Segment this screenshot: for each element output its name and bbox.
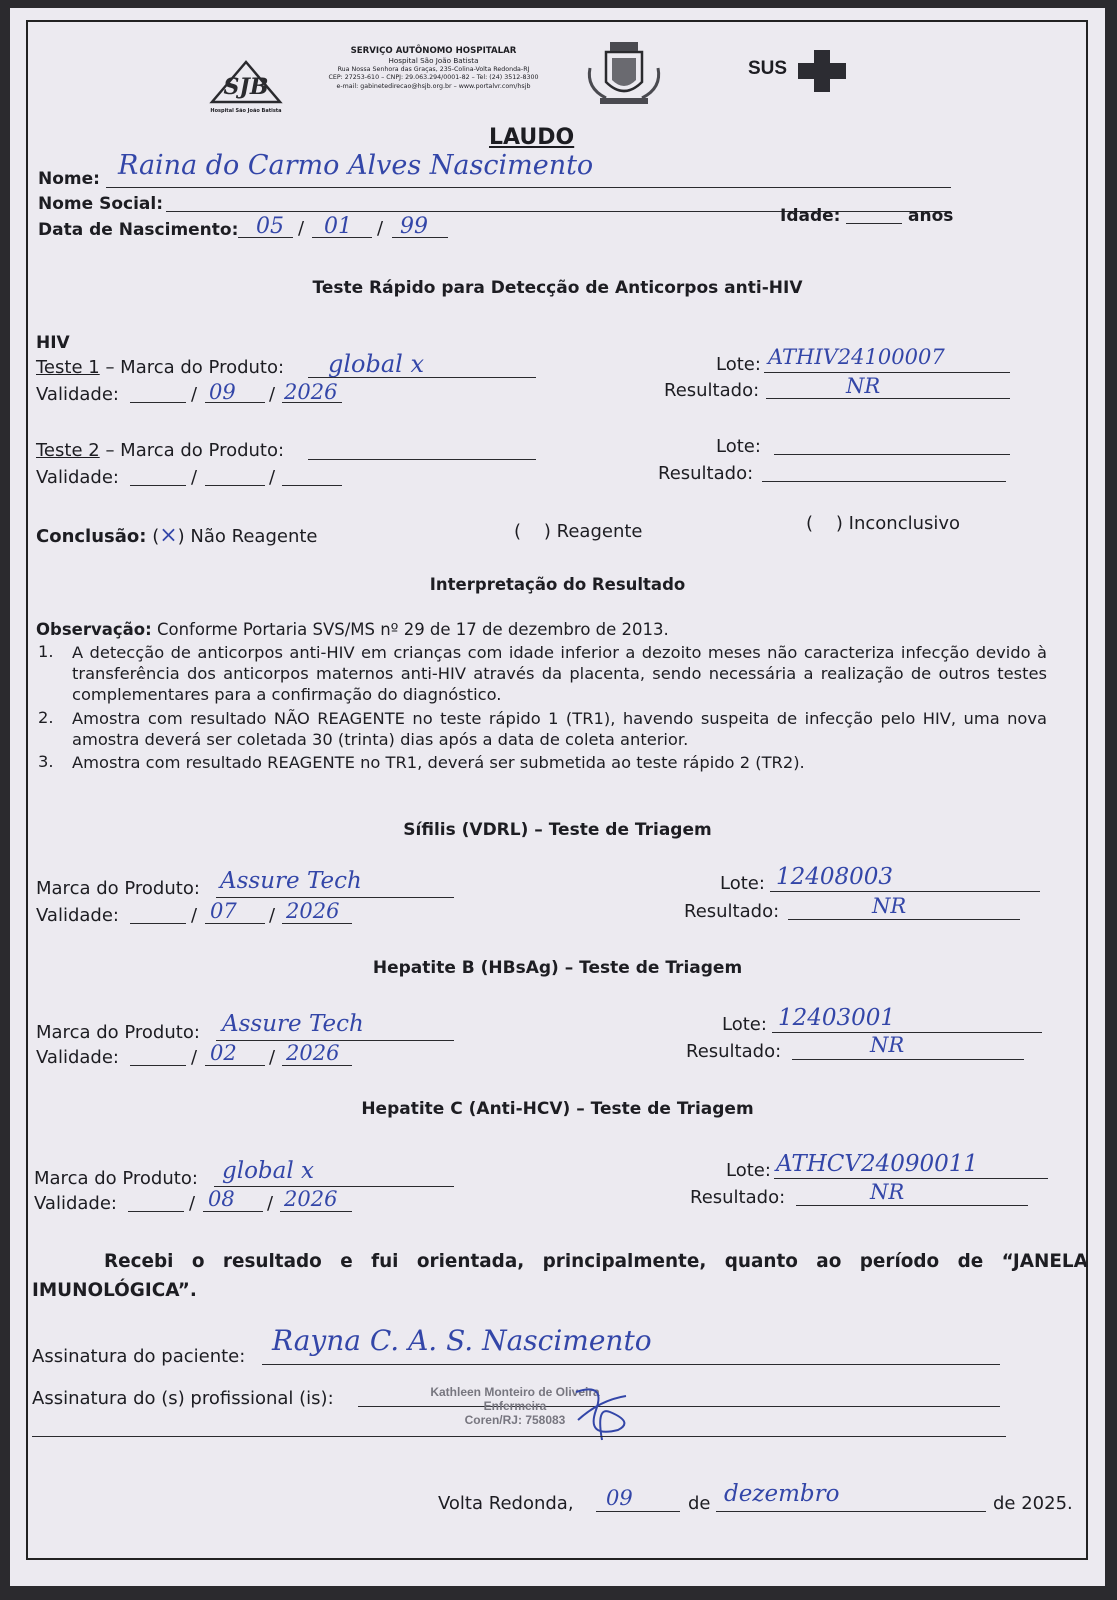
hospital-name: Hospital São João Batista xyxy=(388,56,479,65)
observation-label: Observação: xyxy=(36,620,152,639)
page-title: LAUDO xyxy=(489,125,575,150)
stamp-registration: Coren/RJ: 758083 xyxy=(464,1413,566,1427)
syphilis-lot: 12408003 xyxy=(776,864,894,890)
syphilis-brand-label: Marca do Produto: xyxy=(36,878,200,899)
hepc-brand: global x xyxy=(222,1158,314,1184)
hepc-section-title: Hepatite C (Anti-HCV) – Teste de Triagem xyxy=(361,1099,754,1119)
hospital-address: Rua Nossa Senhora das Graças, 235-Colina-Volta Redonda-RJ xyxy=(337,65,530,73)
test1-lot: ATHIV24100007 xyxy=(768,345,945,369)
receipt-text-line2: IMUNOLÓGICA”. xyxy=(32,1280,197,1301)
interpretation-item-1: A detecção de anticorpos anti-HIV em crianças com idade inferior a dezoito meses não caracteriza infecção devido à transferência dos anticorpos maternos anti-HIV através da placenta, sendo necessária a realização de outros testes complementares para a confirmação do diagnóstico. xyxy=(72,643,1047,704)
syphilis-lot-label: Lote: xyxy=(720,873,765,894)
test1-brand-label: – Marca do Produto: xyxy=(105,357,285,378)
observation-text: Conforme Portaria SVS/MS nº 29 de 17 de dezembro de 2013. xyxy=(156,620,669,639)
hepc-validity-label: Validade: xyxy=(34,1193,117,1214)
hepb-section-title: Hepatite B (HBsAg) – Teste de Triagem xyxy=(372,958,743,978)
hepc-lot-label: Lote: xyxy=(726,1160,771,1181)
receipt-text-line1: Recebi o resultado e fui orientada, principalmente, quanto ao período de “JANELA xyxy=(104,1251,1088,1272)
professional-signature-label: Assinatura do (s) profissional (is): xyxy=(32,1388,334,1409)
hepc-brand-label: Marca do Produto: xyxy=(34,1168,198,1189)
item-number-2: 2. xyxy=(38,708,54,727)
syphilis-validity-year: 2026 xyxy=(286,899,340,923)
test1-result: NR xyxy=(846,374,881,398)
footer-day: 09 xyxy=(606,1486,633,1510)
birth-date-label: Data de Nascimento: xyxy=(38,220,239,240)
syphilis-section-title: Sífilis (VDRL) – Teste de Triagem xyxy=(403,820,712,840)
test1-validity-month: 09 xyxy=(209,380,236,404)
social-name-label: Nome Social: xyxy=(38,194,163,214)
patient-signature: Rayna C. A. S. Nascimento xyxy=(272,1324,652,1357)
interpretation-item-3: Amostra com resultado REAGENTE no TR1, deverá ser submetida ao teste rápido 2 (TR2). xyxy=(72,753,805,772)
item-number-3: 3. xyxy=(38,752,54,771)
syphilis-result-label: Resultado: xyxy=(684,901,780,922)
city-coat-of-arms xyxy=(582,38,666,112)
test1-validity-year: 2026 xyxy=(284,380,338,404)
hepb-validity-month: 02 xyxy=(210,1041,237,1065)
hepc-result-label: Resultado: xyxy=(690,1187,786,1208)
document-sheet: SJB Hospital São João Batista SERVIÇO AUTÔNOMO HOSPITALAR Hospital São João Batista Rua Nossa Senhora das Graças, 235-Colina-Volta Redonda-RJ CEP: 27253-610 – CNPJ: 29.063.294/0001-82 – Tel: (24) 3512-8300 e-mail: gabinetedirecao@hsjb.org.br – www.portalvr.com/hsjb SUS LAUDO Nome: Raina do Carmo Alves Nascimento Nome Social: Data de Nascimento: 05 / 01 / 99 Idade: anos Teste Rápido para Detecção de Anticorpos anti-HIV HIV Teste 1 – Marca do Produto: global x Lote: ATHIV24100007 Validade: / 09 / 2026 Resultado: NR Teste 2 – Marca do Produto: Lote: Validade: / / Resultado: Conclusão: (×) Não Reagente ( ) Reagente ( ) Inconclusivo Interpretação do Resultado Observação: Conforme Portaria SVS/MS nº 29 de 17 de dezembro de 2013. 1. A detecção de anticorpos anti-HIV em crianças com idade inferior a dezoito meses não caracteriza infecção devido à transferência dos anticorpos maternos anti-HIV através da placenta, sendo necessária a realização de outros testes complementares para a confirmação do diagnóstico. 2. Amostra com resultado NÃO REAGENTE no teste rápido 1 (TR1), havendo suspeita de infecção pelo HIV, uma nova amostra deverá ser coletada 30 (trinta) dias após a data de coleta anterior. 3. Amostra com resultado REAGENTE no TR1, deverá ser submetida ao teste rápido 2 (TR2). Sífilis (VDRL) – Teste de Triagem Marca do Produto: Assure Tech Lote: 12408003 Validade: / 07 / 2026 Resultado: NR Hepatite B (HBsAg) – Teste de Triagem Marca do Produto: Assure Tech Lote: 12403001 Validade: / 02 / 2026 Resultado: NR Hepatite C (Anti-HCV) – Teste de Triagem Marca do Produto: global x Lote: ATHCV24090011 Validade: / 08 / 2026 Resultado: NR Recebi o resultado e fui orientada, principalmente, quanto ao período de “JANELA IMUNOLÓGICA”. Assinatura do paciente: Rayna C. A. S. Nascimento Assinatura do (s) profissional (is): Kathleen Monteiro de Oliveira Enfermeira Coren/RJ: 758083 Volta Redonda, 09 de dezembro de 2025. xyxy=(10,8,1105,1586)
conclusion-non-reactive: Não Reagente xyxy=(190,526,318,547)
age-unit: anos xyxy=(908,206,954,226)
hepc-validity-year: 2026 xyxy=(284,1187,338,1211)
hepb-result: NR xyxy=(870,1033,905,1057)
sus-logo-text: SUS xyxy=(748,58,788,79)
hepb-validity-label: Validade: xyxy=(36,1047,119,1068)
test1-brand: global x xyxy=(328,350,424,378)
stamp-name: Kathleen Monteiro de Oliveira xyxy=(430,1385,600,1399)
hepb-lot-label: Lote: xyxy=(722,1014,767,1035)
test1-result-label: Resultado: xyxy=(664,380,760,401)
svg-text:SJB: SJB xyxy=(223,74,269,100)
test2-result-label: Resultado: xyxy=(658,463,754,484)
hiv-label: HIV xyxy=(36,333,70,353)
test2-label: Teste 2 xyxy=(36,440,100,461)
syphilis-validity-month: 07 xyxy=(210,899,237,923)
test1-validity-label: Validade: xyxy=(36,384,119,405)
test1-lot-label: Lote: xyxy=(716,354,761,375)
patient-signature-label: Assinatura do paciente: xyxy=(32,1346,246,1367)
hepb-validity-year: 2026 xyxy=(286,1041,340,1065)
birth-year: 99 xyxy=(400,214,428,239)
birth-month: 01 xyxy=(324,214,352,239)
age-label: Idade: xyxy=(780,206,841,226)
syphilis-brand: Assure Tech xyxy=(220,868,362,894)
hiv-section-title: Teste Rápido para Detecção de Anticorpos anti-HIV xyxy=(312,278,803,298)
syphilis-result: NR xyxy=(872,894,907,918)
sus-cross-icon xyxy=(796,48,848,94)
footer-city: Volta Redonda, xyxy=(438,1493,574,1514)
test1-label: Teste 1 xyxy=(36,357,100,378)
hepb-lot: 12403001 xyxy=(778,1005,896,1031)
institution-name: SERVIÇO AUTÔNOMO HOSPITALAR xyxy=(350,46,517,56)
hepb-brand-label: Marca do Produto: xyxy=(36,1022,200,1043)
item-number-1: 1. xyxy=(38,642,54,661)
stamp-role: Enfermeira xyxy=(483,1399,547,1413)
test2-validity-label: Validade: xyxy=(36,467,119,488)
footer-de: de xyxy=(688,1493,711,1514)
conclusion-inconclusive: Inconclusivo xyxy=(848,513,961,534)
interpretation-item-2: Amostra com resultado NÃO REAGENTE no teste rápido 1 (TR1), havendo suspeita de infecção pelo HIV, uma nova amostra deverá ser coletada 30 (trinta) dias após a data de coleta anterior. xyxy=(72,709,1047,749)
professional-signature-scribble xyxy=(566,1380,636,1450)
hospital-email: e-mail: gabinetedirecao@hsjb.org.br – www.portalvr.com/hsjb xyxy=(336,82,531,90)
footer-month: dezembro xyxy=(724,1481,840,1507)
hepb-result-label: Resultado: xyxy=(686,1041,782,1062)
footer-year: de 2025. xyxy=(993,1493,1073,1514)
test2-brand-label: – Marca do Produto: xyxy=(105,440,285,461)
syphilis-validity-label: Validade: xyxy=(36,905,119,926)
test2-lot-label: Lote: xyxy=(716,436,761,457)
patient-name: Raina do Carmo Alves Nascimento xyxy=(118,150,594,181)
name-label: Nome: xyxy=(38,169,100,189)
hepc-lot: ATHCV24090011 xyxy=(776,1151,979,1177)
birth-day: 05 xyxy=(256,214,284,239)
conclusion-reactive: Reagente xyxy=(556,521,643,542)
hospital-logo xyxy=(206,58,286,112)
conclusion-label: Conclusão: xyxy=(36,526,147,547)
conclusion-checkmark: × xyxy=(159,523,178,548)
hospital-registry: CEP: 27253-610 – CNPJ: 29.063.294/0001-82 – Tel: (24) 3512-8300 xyxy=(328,74,539,82)
interpretation-title: Interpretação do Resultado xyxy=(429,575,686,594)
hepc-result: NR xyxy=(870,1180,905,1204)
logo-caption: Hospital São João Batista xyxy=(210,108,282,114)
hepc-validity-month: 08 xyxy=(208,1187,235,1211)
hepb-brand: Assure Tech xyxy=(222,1011,364,1037)
